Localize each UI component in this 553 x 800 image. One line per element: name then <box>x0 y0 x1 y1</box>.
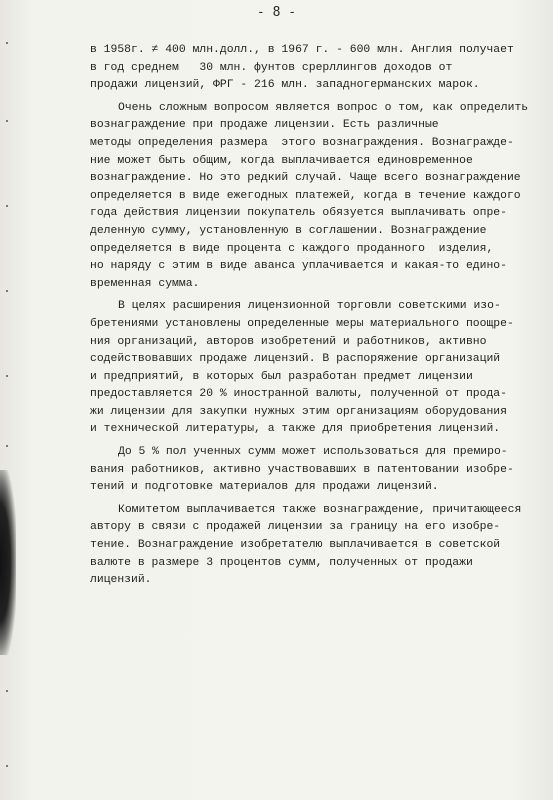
margin-mark <box>6 765 8 767</box>
text-line: В целях расширения лицензионной торговли советскими изо- <box>118 300 501 313</box>
text-line: но наряду с этим в виде аванса уплачивается и какая-то едино- <box>90 260 507 273</box>
paragraph-4 <box>90 444 548 497</box>
text-line: вознаграждение при продаже лицензии. Есть различные <box>90 119 439 132</box>
text-line: и технической литературы, а также для приобретения лицензий. <box>90 423 501 436</box>
paragraph-1 <box>90 42 548 95</box>
margin-mark <box>6 205 8 207</box>
scan-shadow <box>0 470 16 655</box>
text-line: автору в связи с продажей лицензии за границу на его изобре- <box>90 521 501 534</box>
document-body <box>90 42 548 595</box>
margin-mark <box>6 690 8 692</box>
text-line: содействовавших продаже лицензий. В распоряжение организаций <box>90 353 501 366</box>
text-line: ния организаций, авторов изобретений и работников, активно <box>90 335 487 348</box>
paragraph-5 <box>90 502 548 590</box>
text-line: предоставляется 20 % иностранной валюты, полученной от прода- <box>90 388 507 401</box>
text-line: валюте в размере 3 процентов сумм, полученных от продажи <box>90 556 473 569</box>
text-line: вознаграждение. Но это редкий случай. Чаще всего вознаграждение <box>90 172 521 185</box>
margin-mark <box>6 120 8 122</box>
margin-mark <box>6 445 8 447</box>
text-line: методы определения размера этого вознаграждения. Вознагражде- <box>90 136 514 149</box>
text-line: бретениями установлены определенные меры материального поощре- <box>90 317 514 330</box>
text-line: Комитетом выплачивается также вознаграждение, причитающееся <box>118 503 522 516</box>
text-line: жи лицензии для закупки нужных этим организациям оборудования <box>90 405 507 418</box>
text-line: продажи лицензий, ФРГ - 216 млн. западногерманских марок. <box>90 79 480 92</box>
page-number: - 8 - <box>256 5 297 20</box>
text-line: лицензий. <box>90 574 152 587</box>
margin-mark <box>6 375 8 377</box>
text-line: Очень сложным вопросом является вопрос о том, как определить <box>118 101 529 114</box>
text-line: деленную сумму, установленную в соглашении. Вознаграждение <box>90 224 487 237</box>
text-line: определяется в виде процента с каждого проданного изделия, <box>90 242 494 255</box>
margin-mark <box>6 42 8 44</box>
text-line: определяется в виде ежегодных платежей, когда в течение каждого <box>90 189 521 202</box>
text-line: вания работников, активно участвовавших в патентовании изобре- <box>90 463 514 476</box>
text-line: в 1958г. ≠ 400 млн.долл., в 1967 г. - 600 млн. Англия получает <box>90 44 514 56</box>
text-line: До 5 % пол ученных сумм может использоваться для премиро- <box>118 446 508 459</box>
text-line: года действия лицензии покупатель обязуется выплачивать опре- <box>90 207 507 220</box>
paragraph-2 <box>90 100 548 294</box>
text-line: тений и подготовке материалов для продажи лицензий. <box>90 481 439 494</box>
text-line: в год среднем 30 млн. фунтов срерллингов доходов от <box>90 61 453 74</box>
text-line: временная сумма. <box>90 277 200 290</box>
paragraph-3 <box>90 298 548 439</box>
margin-mark <box>6 290 8 292</box>
text-line: тение. Вознаграждение изобретателю выплачивается в советской <box>90 539 501 552</box>
text-line: и предприятий, в которых был разработан предмет лицензии <box>90 370 473 383</box>
text-line: ние может быть общим, когда выплачивается единовременное <box>90 154 473 167</box>
